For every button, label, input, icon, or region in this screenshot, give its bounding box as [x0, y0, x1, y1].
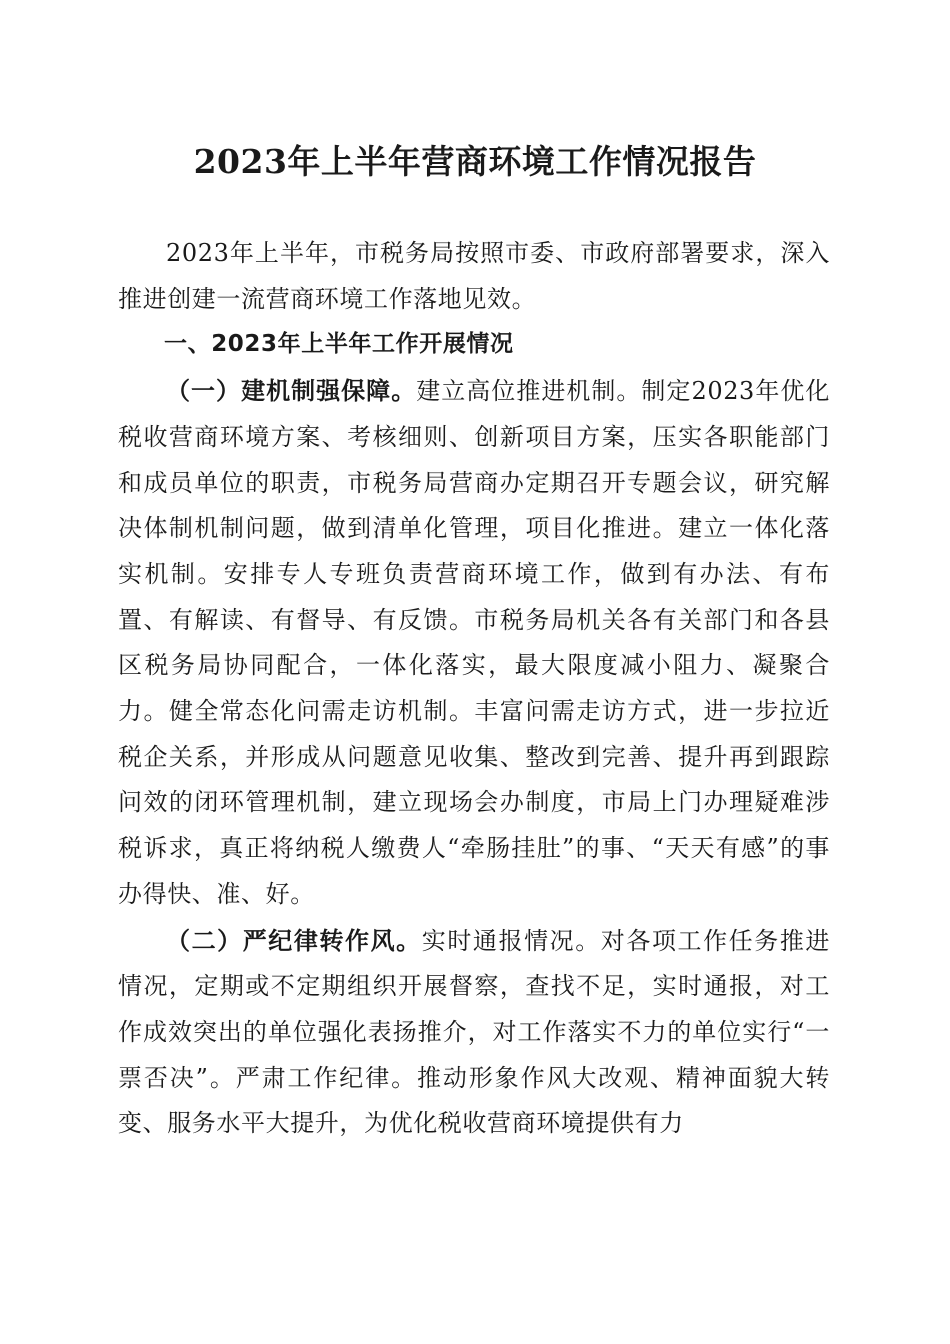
item-text-2: 实时通报情况。对各项工作任务推进情况，定期或不定期组织开展督察，查找不足，实时通报，对工作成效突出的单位强化表扬推介，对工作落实不力的单位实行“一票否决”。严肃工作纪律。推动形象作风大改观、精神面貌大转变、服务水平大提升，为优化税收营商环境提供有力: [118, 926, 830, 1138]
item-paragraph-1: [118, 368, 830, 917]
item-paragraph-2: [118, 918, 830, 1148]
item-lead-2: （二）严纪律转作风。: [166, 925, 422, 955]
document-title: 2023年上半年营商环境工作情况报告: [193, 142, 757, 181]
item-text-1: 建立高位推进机制。制定2023年优化税收营商环境方案、考核细则、创新项目方案，压实各职能部门和成员单位的职责，市税务局营商办定期召开专题会议，研究解决体制机制问题，做到清单化管理，项目化推进。建立一体化落实机制。安排专人专班负责营商环境工作，做到有办法、有布置、有解读、有督导、有反馈。市税务局机关各有关部门和各县区税务局协同配合，一体化落实，最大限度减小阻力、凝聚合力。健全常态化问需走访机制。丰富问需走访方式，进一步拉近税企关系，并形成从问题意见收集、整改到完善、提升再到跟踪问效的闭环管理机制，建立现场会办制度，市局上门办理疑难涉税诉求，真正将纳税人缴费人“牵肠挂肚”的事、“天天有感”的事办得快、准、好。: [118, 377, 830, 908]
section-heading: 一、2023年上半年工作开展情况: [164, 331, 514, 358]
intro-paragraph: 2023年上半年，市税务局按照市委、市政府部署要求，深入推进创建一流营商环境工作落地见效。: [118, 239, 830, 313]
item-lead-1: （一）建机制强保障。: [166, 376, 417, 406]
document-body: [118, 231, 830, 1147]
